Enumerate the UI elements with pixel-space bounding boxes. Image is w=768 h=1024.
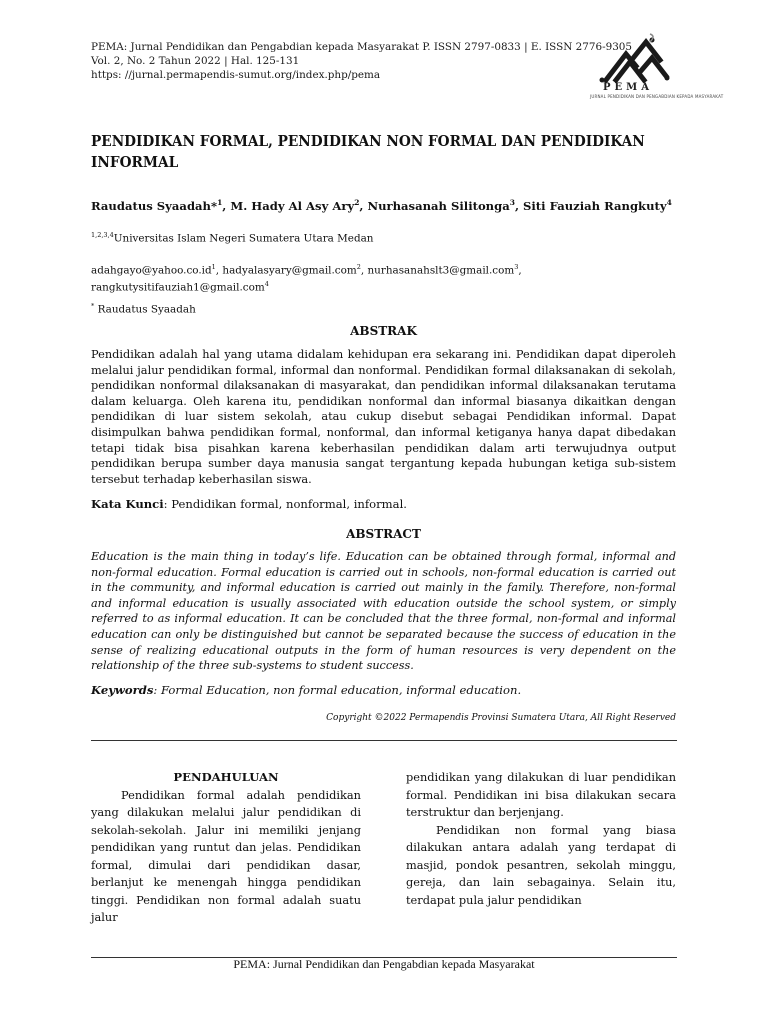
email-sup: 2 — [356, 263, 361, 271]
journal-header — [91, 40, 633, 82]
kata-kunci — [91, 497, 407, 511]
body-column-left — [91, 769, 361, 927]
logo-subtitle: JURNAL PENDIDIKAN DAN PENGABDIAN KEPADA MASYARAKAT — [590, 94, 724, 99]
email-sup: 4 — [264, 280, 269, 289]
abstract-text: Education is the main thing in today’s life. Education can be obtained through formal, informal and non-formal education. Formal education is carried out in schools, non-formal education is carried out in the community, and informal education is carried out mainly in the family. Therefore, non-formal and informal education is usually associated with education outside the school system, or simply referred to as informal education. It can be concluded that the three formal, non-formal and informal education can only be distinguished but cannot be separated because the success of education in the sense of realizing educational outputs in the form of human resources is very dependent on the relationship of the three sub-systems to student success. — [91, 550, 676, 673]
email-link[interactable]: rangkutysitifauziah1@gmail.com — [91, 281, 265, 294]
author-sup: 1 — [217, 198, 223, 207]
paper-title: PENDIDIKAN FORMAL, PENDIDIKAN NON FORMAL DAN PENDIDIKAN INFORMAL — [91, 132, 645, 171]
page-footer: PEMA: Jurnal Pendidikan dan Pengabdian kepada Masyarakat — [233, 957, 535, 971]
journal-volume: Vol. 2, No. 2 Tahun 2022 | Hal. 125-131 — [91, 55, 300, 67]
body-column-right — [406, 769, 676, 909]
journal-name-issn: PEMA: Jurnal Pendidikan dan Pengabdian kepada Masyarakat P. ISSN 2797-0833 | E. ISSN 2776-9305 — [91, 41, 633, 53]
kata-kunci-text: : Pendidikan formal, nonformal, informal. — [163, 497, 407, 511]
affiliation-sup: 1,2,3,4 — [91, 231, 114, 239]
author-sup: 2 — [354, 198, 360, 207]
author-name: M. Hady Al Asy Ary — [230, 198, 355, 213]
email-link[interactable]: hadyalasyary@gmail.com — [222, 264, 357, 277]
divider — [91, 740, 677, 741]
copyright-notice: Copyright ©2022 Permapendis Provinsi Sumatera Utara, All Right Reserved — [326, 713, 676, 723]
corresponding-sup: * — [91, 302, 95, 310]
body-paragraph: Pendidikan formal adalah pendidikan yang dilakukan melalui jalur pendidikan di sekolah-sekolah. Jalur ini memiliki jenjang pendidikan yang runtut dan jelas. Pendidikan formal, dimulai dari pendidikan dasar, berlanjut ke menengah hingga pendidikan tinggi. Pendidikan non formal adalah suatu jalur — [91, 787, 361, 924]
journal-url: https: //jurnal.permapendis-sumut.org/index.php/pema — [91, 69, 381, 81]
abstract-heading: ABSTRACT — [346, 527, 421, 541]
kata-kunci-label: Kata Kunci — [91, 497, 164, 511]
affiliation — [91, 231, 373, 244]
keywords-text: : Formal Education, non formal education, informal education. — [153, 683, 522, 697]
corresponding-author — [91, 302, 196, 315]
author-name: Siti Fauziah Rangkuty — [523, 198, 667, 213]
email-link[interactable]: nurhasanahslt3@gmail.com — [367, 264, 515, 277]
email-sup: 1 — [211, 263, 216, 271]
author-name: Raudatus Syaadah* — [91, 198, 218, 213]
body-paragraph: pendidikan yang dilakukan di luar pendidikan formal. Pendidikan ini bisa dilakukan secara terstruktur dan berjenjang. — [406, 770, 676, 819]
email-link[interactable]: adahgayo@yahoo.co.id — [91, 264, 212, 277]
abstrak-heading: ABSTRAK — [350, 324, 417, 338]
abstrak-text: Pendidikan adalah hal yang utama didalam kehidupan era sekarang ini. Pendidikan dapat diperoleh melalui jalur pendidikan formal, informal dan nonformal. Pendidikan formal dilaksanakan di sekolah, pendidikan nonformal dilaksanakan di masyarakat, dan pendidikan informal dilaksanakan terutama dalam keluarga. Oleh karena itu, pendidikan nonformal dan informal biasanya dikaitkan dengan pendidikan di luar sistem sekolah, atau cukup disebut sebagai Pendidikan informal. Dapat disimpulkan bahwa pendidikan formal, nonformal, dan informal ketiganya hanya dapat dibedakan tetapi tidak bisa pisahkan karena keberhasilan pendidikan dalam arti terwujudnya output pendidikan berupa sumber daya manusia sangat tergantung kepada hubungan ketiga sub-sistem tersebut terhadap keberhasilan siswa. — [91, 347, 676, 486]
logo-wordmark: PEMA — [603, 82, 653, 93]
affiliation-text: Universitas Islam Negeri Sumatera Utara Medan — [113, 232, 374, 245]
author-sup: 4 — [666, 198, 672, 207]
keywords-label: Keywords — [91, 683, 154, 697]
corresponding-name: Raudatus Syaadah — [97, 303, 196, 316]
author-sup: 3 — [509, 198, 515, 207]
author-name: Nurhasanah Silitonga — [367, 198, 510, 213]
section-heading: PENDAHULUAN — [173, 770, 279, 784]
email-sup: 3 — [514, 263, 519, 271]
author-list: Raudatus Syaadah*$^1$, M. Hady Al Asy Ary$^2$, Nurhasanah Silitonga$^3$, Siti Fauziah Rangkuty$^4$ — [91, 198, 672, 213]
body-paragraph: Pendidikan non formal yang biasa dilakukan antara adalah yang terdapat di masjid, pondok pesantren, sekolah minggu, gereja, dan lain sebagainya. Selain itu, terdapat pula jalur pendidikan — [406, 822, 676, 907]
keywords — [91, 683, 521, 697]
author-emails: $adahgayo@yahoo.co.id^1$, hadyalasyary@gmail.com$^2$, nurhasanahslt3@gmail.com$^3$, rangkutysitifauziah1@gmail.com$^4$ — [91, 263, 522, 294]
